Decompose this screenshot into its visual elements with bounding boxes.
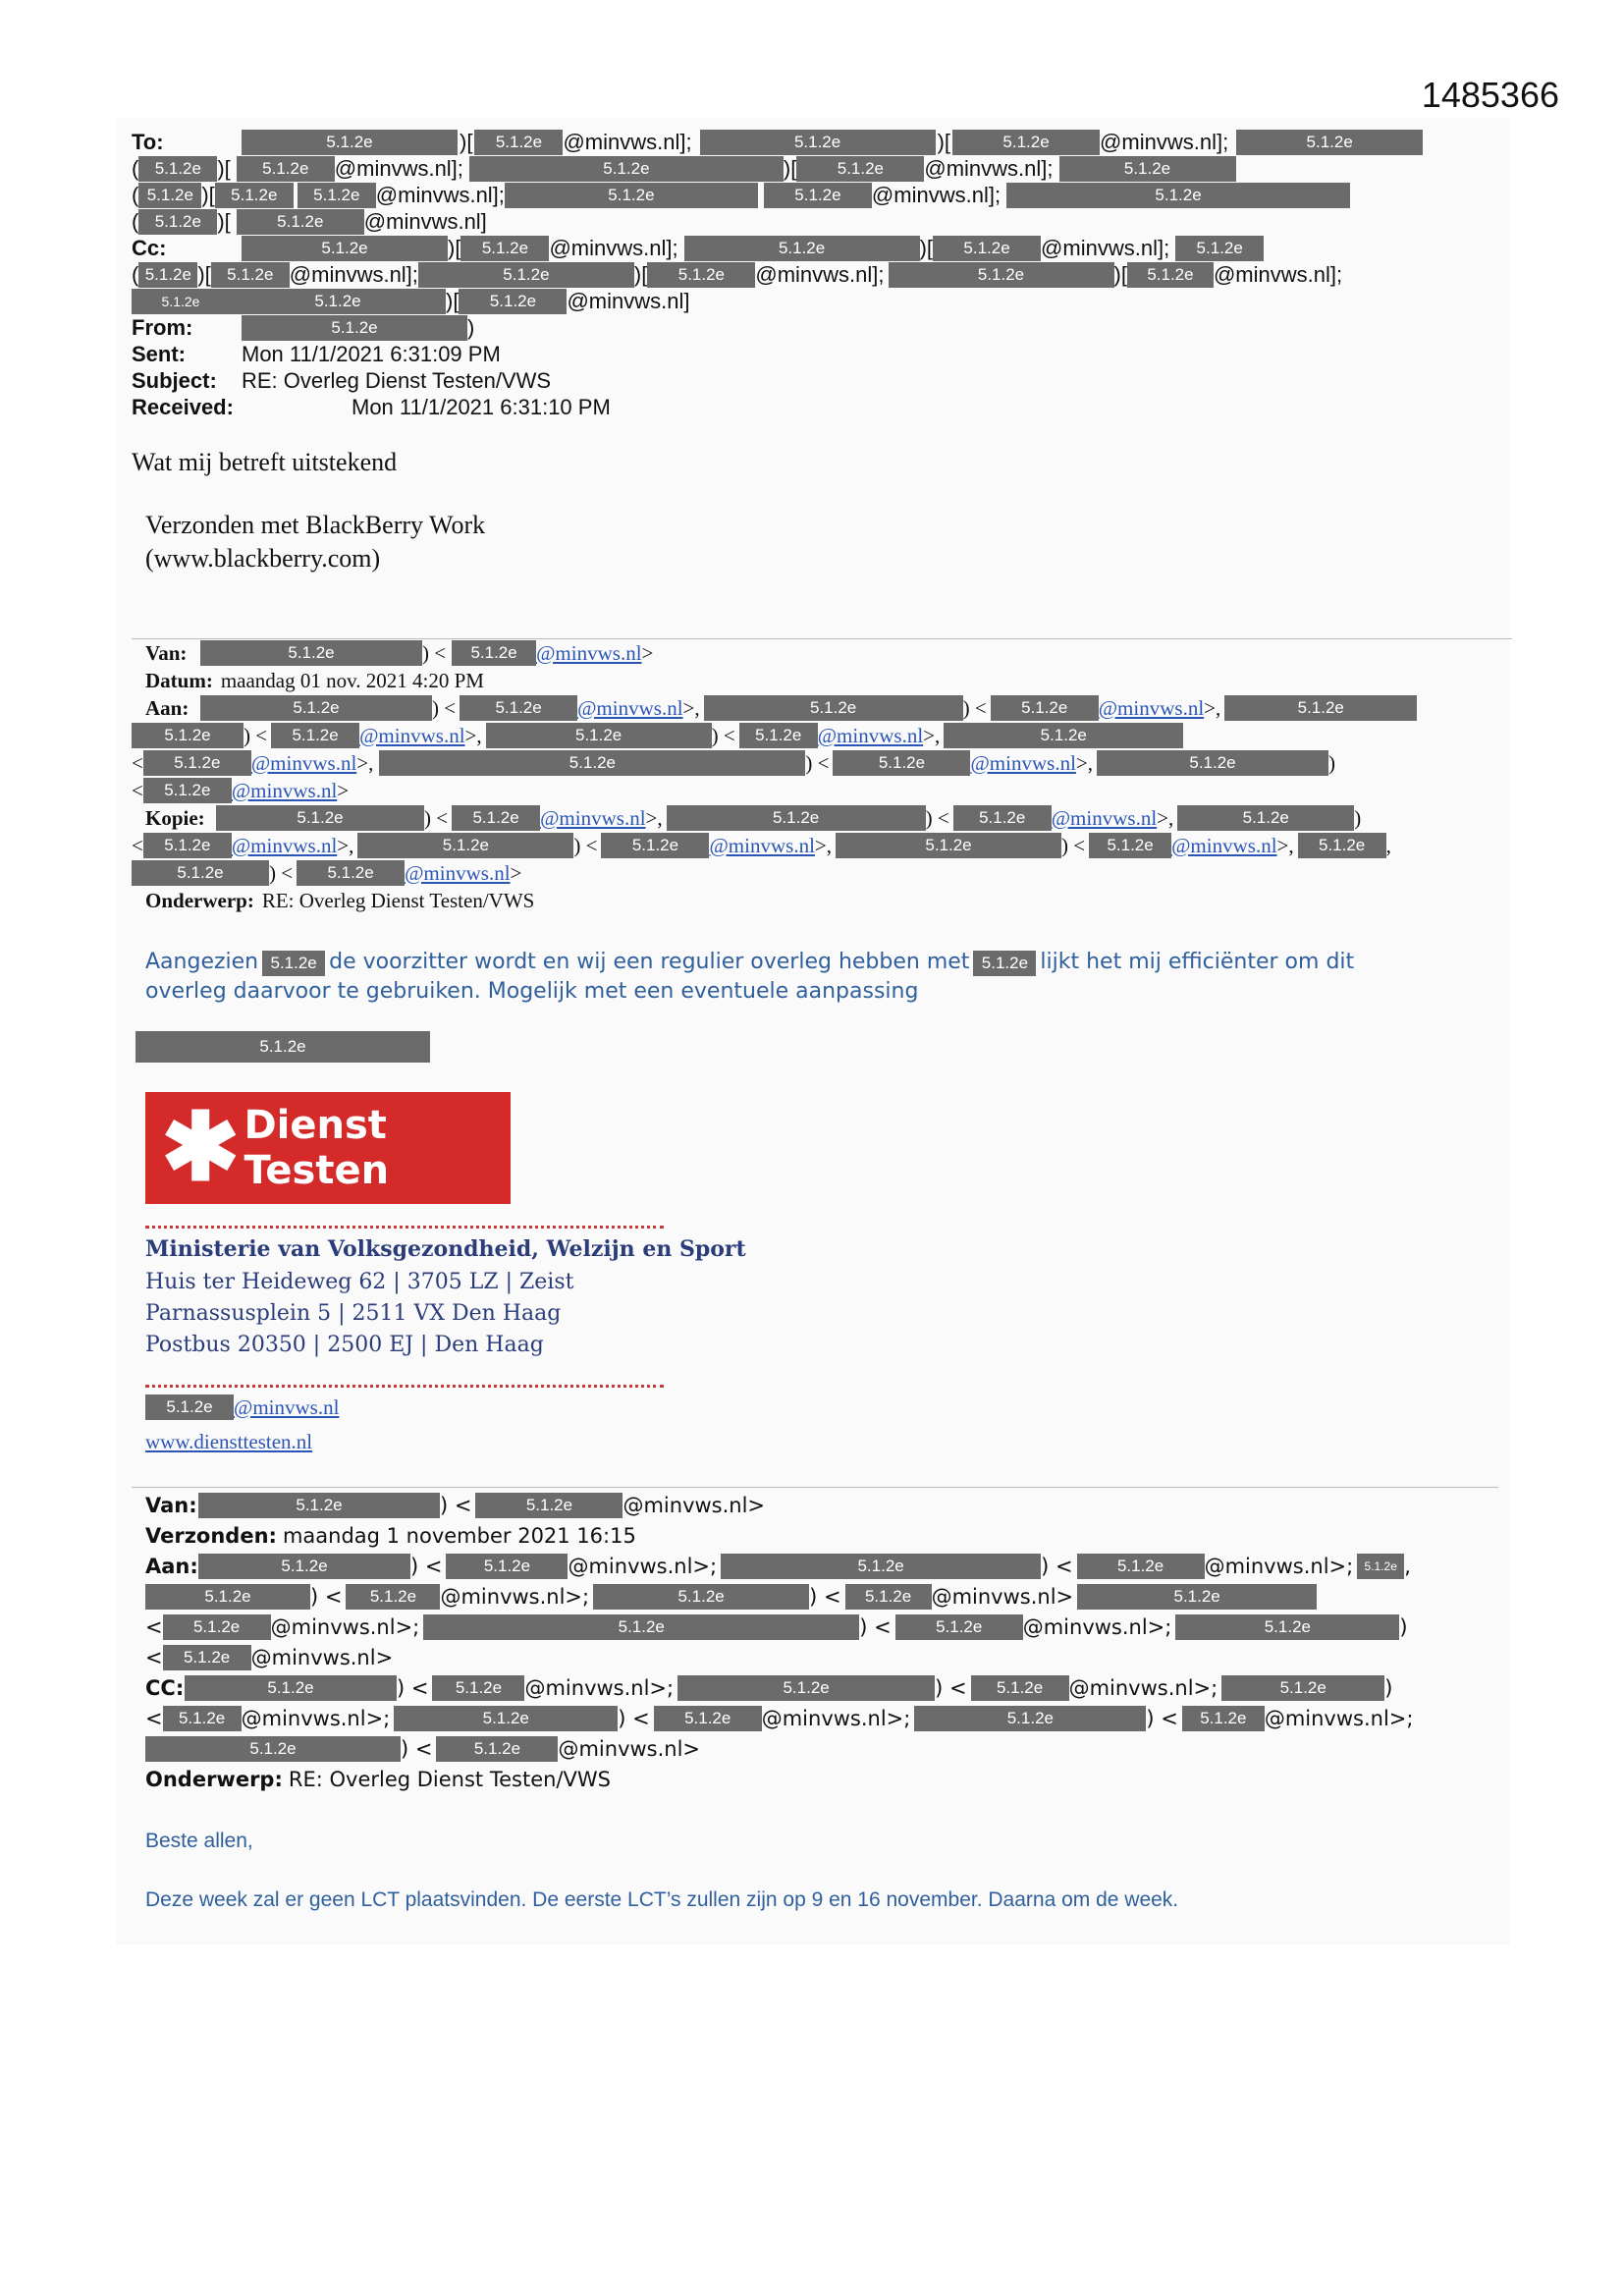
msg3-email-domain: @minvws.nl> (558, 1737, 701, 1761)
redaction: 5.1.2e (654, 1706, 762, 1731)
redaction: 5.1.2e (1221, 1675, 1384, 1701)
msg3-email-domain: @minvws.nl>; (1264, 1707, 1414, 1730)
msg3-subject-line (145, 1767, 611, 1792)
msg3-to-label: Aan: (145, 1555, 198, 1578)
redaction: 5.1.2e (1236, 130, 1423, 155)
redaction: 5.1.2e (1175, 236, 1264, 261)
msg2-to-label: Aan: (145, 695, 189, 720)
redaction: 5.1.2e (845, 1584, 932, 1610)
redaction: 5.1.2e (138, 209, 217, 235)
redaction: 5.1.2e (764, 183, 872, 208)
address-line-3: Postbus 20350 | 2500 EJ | Den Haag (145, 1333, 544, 1357)
email-link[interactable]: @minvws.nl (250, 750, 357, 775)
redaction: 5.1.2e (242, 315, 467, 341)
redaction: 5.1.2e (833, 750, 970, 776)
redaction: 5.1.2e (474, 130, 563, 155)
redaction: 5.1.2e (739, 723, 818, 748)
header-cc-line-2: ( 5.1.2e )[ 5.1.2e @minvws.nl]; 5.1.2e )[ 5.1.2e @minvws.nl]; 5.1.2e )[ 5.1.2e @minvws.nl]; (132, 262, 1343, 287)
msg2-to-line-4: < 5.1.2e @minvws.nl > (132, 778, 350, 802)
msg3-to-line-1: Aan: 5.1.2e ) < 5.1.2e @minvws.nl>; 5.1.2e ) < 5.1.2e @minvws.nl>; 5.1.2e , (145, 1555, 1411, 1578)
redaction: 5.1.2e (459, 289, 567, 314)
redaction: 5.1.2e (836, 833, 1061, 858)
redaction: 5.1.2e (143, 778, 232, 803)
email-link[interactable]: @minvws.nl (1098, 695, 1205, 720)
redaction: 5.1.2e (1177, 805, 1354, 831)
header-from-line: From: 5.1.2e ) (132, 315, 475, 340)
redaction: 5.1.2e (452, 805, 540, 831)
msg2-to-line-2: 5.1.2e ) < 5.1.2e @minvws.nl >, 5.1.2e ) < 5.1.2e @minvws.nl >, 5.1.2e (132, 723, 1183, 748)
dotted-divider (145, 1385, 664, 1388)
msg3-to-line-3: < 5.1.2e @minvws.nl>; 5.1.2e ) < 5.1.2e @minvws.nl>; 5.1.2e ) (145, 1615, 1408, 1639)
asterisk-logo-icon: ✱ (161, 1095, 241, 1200)
redaction: 5.1.2e (198, 1493, 440, 1518)
redaction: 5.1.2e (895, 1614, 1023, 1640)
msg2-cc-line-2: < 5.1.2e @minvws.nl >, 5.1.2e ) < 5.1.2e @minvws.nl >, 5.1.2e ) < 5.1.2e @minvws.nl >, 5.1.2e , (132, 833, 1391, 857)
redaction: 5.1.2e (1127, 262, 1214, 288)
received-label: Received: (132, 395, 234, 419)
email-domain: @minvws.nl]; (924, 156, 1054, 181)
email-link[interactable]: @minvws.nl (231, 833, 338, 857)
header-subject-line (132, 368, 551, 394)
msg3-subject-label: Onderwerp: (145, 1768, 283, 1791)
msg2-from-label: Van: (145, 640, 188, 665)
email-link[interactable]: @minvws.nl (709, 833, 815, 857)
msg3-greeting: Beste allen, (145, 1830, 253, 1852)
redaction: 5.1.2e (1357, 1554, 1404, 1579)
redaction: 5.1.2e (230, 289, 446, 314)
redaction: 5.1.2e (132, 289, 230, 314)
redaction: 5.1.2e (796, 156, 924, 182)
ministry-name: Ministerie van Volksgezondheid, Welzijn en Sport (145, 1236, 746, 1262)
msg3-from-label: Van: (145, 1494, 197, 1517)
subject-value: RE: Overleg Dienst Testen/VWS (242, 368, 552, 393)
email-domain: @minvws.nl] (363, 209, 487, 234)
email-link[interactable]: @minvws.nl (405, 860, 511, 885)
msg2-body-line-1 (145, 948, 1354, 977)
redaction: 5.1.2e (143, 833, 232, 858)
redaction: 5.1.2e (216, 805, 424, 831)
redaction: 5.1.2e (242, 236, 448, 261)
msg2-date-label: Datum: (145, 668, 213, 692)
redaction: 5.1.2e (1224, 695, 1417, 721)
redaction: 5.1.2e (346, 1584, 440, 1610)
redaction: 5.1.2e (211, 262, 290, 288)
signature-email-link[interactable]: @minvws.nl (234, 1394, 340, 1419)
redaction: 5.1.2e (432, 1675, 524, 1701)
signature-email-line (145, 1394, 339, 1420)
document-id: 1485366 (1421, 75, 1559, 115)
msg3-sent-line (145, 1523, 636, 1549)
redaction: 5.1.2e (418, 262, 634, 288)
email-domain: @minvws.nl]; (1100, 130, 1229, 154)
msg3-email-domain: @minvws.nl> (623, 1494, 766, 1517)
redaction: 5.1.2e (145, 1394, 234, 1420)
redaction: 5.1.2e (475, 1493, 623, 1518)
blackberry-signature-2: (www.blackberry.com) (145, 544, 381, 573)
email-link[interactable]: @minvws.nl (1171, 833, 1277, 857)
msg2-to-line-3: < 5.1.2e @minvws.nl >, 5.1.2e ) < 5.1.2e @minvws.nl >, 5.1.2e ) (132, 750, 1335, 775)
msg2-body-part: de voorzitter wordt en wij een regulier overleg hebben met (329, 950, 970, 974)
msg3-email-domain: @minvws.nl> (931, 1585, 1074, 1609)
redaction: 5.1.2e (704, 695, 963, 721)
redaction: 5.1.2e (593, 1584, 809, 1610)
redaction: 5.1.2e (138, 262, 197, 288)
redaction: 5.1.2e (1175, 1614, 1399, 1640)
email-domain: @minvws.nl]; (1041, 236, 1170, 260)
redaction: 5.1.2e (452, 640, 536, 666)
redaction: 5.1.2e (667, 805, 926, 831)
redaction: 5.1.2e (237, 156, 335, 182)
redaction: 5.1.2e (215, 183, 294, 208)
redaction: 5.1.2e (952, 130, 1100, 155)
redaction: 5.1.2e (163, 1645, 251, 1670)
msg3-email-domain: @minvws.nl>; (1068, 1676, 1218, 1700)
header-to-line-4: ( 5.1.2e )[ 5.1.2e @minvws.nl] (132, 209, 487, 234)
header-sent-line (132, 342, 501, 367)
email-domain: @minvws.nl] (567, 289, 690, 313)
redaction: 5.1.2e (944, 723, 1183, 748)
email-link[interactable]: @minvws.nl (817, 723, 924, 747)
email-domain: @minvws.nl]; (375, 183, 505, 207)
redaction: 5.1.2e (1077, 1554, 1205, 1579)
redaction: 5.1.2e (145, 1736, 401, 1762)
redaction: 5.1.2e (677, 1675, 935, 1701)
redaction: 5.1.2e (423, 1614, 859, 1640)
redaction: 5.1.2e (1182, 1706, 1265, 1731)
msg2-subject-line (145, 888, 534, 913)
msg3-email-domain: @minvws.nl>; (270, 1615, 420, 1639)
redaction: 5.1.2e (1089, 833, 1171, 858)
msg2-subject-value: RE: Overleg Dienst Testen/VWS (261, 888, 535, 912)
redaction: 5.1.2e (200, 640, 422, 666)
msg2-cc-label: Kopie: (145, 805, 205, 830)
header-cc-line-1: Cc: 5.1.2e )[ 5.1.2e @minvws.nl]; 5.1.2e )[ 5.1.2e @minvws.nl]; 5.1.2e (132, 236, 1264, 261)
email-domain: @minvws.nl]; (549, 236, 678, 260)
redaction: 5.1.2e (601, 833, 709, 858)
email-link[interactable]: @minvws.nl (1051, 805, 1158, 830)
msg3-subject-value: RE: Overleg Dienst Testen/VWS (288, 1768, 611, 1791)
redaction: 5.1.2e (271, 723, 359, 748)
redaction: 5.1.2e (647, 262, 755, 288)
msg2-subject-label: Onderwerp: (145, 888, 254, 912)
redaction: 5.1.2e (914, 1706, 1146, 1731)
msg3-to-line-2: 5.1.2e ) < 5.1.2e @minvws.nl>; 5.1.2e ) < 5.1.2e @minvws.nl> 5.1.2e (145, 1584, 1317, 1610)
redaction: 5.1.2e (379, 750, 805, 776)
redaction: 5.1.2e (1006, 183, 1350, 208)
header-received-line (132, 395, 611, 420)
msg3-from-line: Van: 5.1.2e ) < 5.1.2e @minvws.nl> (145, 1494, 766, 1517)
header-to-line-3: ( 5.1.2e )[ 5.1.2e 5.1.2e @minvws.nl]; 5.1.2e 5.1.2e @minvws.nl]; 5.1.2e (132, 183, 1350, 208)
redaction: 5.1.2e (394, 1706, 618, 1731)
redaction: 5.1.2e (132, 723, 244, 748)
body-text: Wat mij betreft uitstekend (132, 448, 398, 476)
email-domain: @minvws.nl]; (1213, 262, 1343, 287)
redaction: 5.1.2e (1298, 833, 1386, 858)
redaction: 5.1.2e (135, 1031, 430, 1063)
email-domain: @minvws.nl]; (334, 156, 463, 181)
redaction: 5.1.2e (991, 695, 1099, 721)
redaction: 5.1.2e (143, 750, 251, 776)
redaction: 5.1.2e (132, 860, 269, 886)
msg3-body: Deze week zal er geen LCT plaatsvinden. De eerste LCT’s zullen zijn op 9 en 16 november. Daarna om de week. (145, 1888, 1179, 1911)
dotted-divider (145, 1226, 664, 1229)
header-to-line-2: ( 5.1.2e )[ 5.1.2e @minvws.nl]; 5.1.2e )[ 5.1.2e @minvws.nl]; 5.1.2e (132, 156, 1236, 182)
subject-label: Subject: (132, 368, 217, 393)
msg3-email-domain: @minvws.nl> (250, 1646, 394, 1669)
redaction: 5.1.2e (198, 1554, 410, 1579)
msg3-email-domain: @minvws.nl>; (241, 1707, 391, 1730)
redaction: 5.1.2e (446, 1554, 568, 1579)
redaction: 5.1.2e (200, 695, 432, 721)
msg3-cc-line-2: < 5.1.2e @minvws.nl>; 5.1.2e ) < 5.1.2e @minvws.nl>; 5.1.2e ) < 5.1.2e @minvws.nl>; (145, 1707, 1414, 1730)
msg2-to-line-1: Aan: 5.1.2e ) < 5.1.2e @minvws.nl >, 5.1.2e ) < 5.1.2e @minvws.nl >, 5.1.2e (145, 695, 1417, 721)
separator (132, 1487, 1498, 1488)
redaction: 5.1.2e (971, 1675, 1069, 1701)
cc-label: Cc: (132, 236, 167, 260)
msg3-email-domain: @minvws.nl>; (568, 1555, 718, 1578)
redaction: 5.1.2e (486, 723, 712, 748)
redaction: 5.1.2e (933, 236, 1041, 261)
website-link[interactable]: www.diensttesten.nl (145, 1430, 313, 1453)
msg3-cc-line-3: 5.1.2e ) < 5.1.2e @minvws.nl> (145, 1736, 700, 1762)
msg3-email-domain: @minvws.nl>; (524, 1676, 675, 1700)
msg3-email-domain: @minvws.nl>; (761, 1707, 911, 1730)
redaction: 5.1.2e (469, 156, 784, 182)
msg2-cc-line-1: Kopie: 5.1.2e ) < 5.1.2e @minvws.nl >, 5.1.2e ) < 5.1.2e @minvws.nl >, 5.1.2e ) (145, 805, 1362, 830)
redaction: 5.1.2e (138, 156, 217, 182)
header-to-line-1: To: 5.1.2e )[ 5.1.2e @minvws.nl]; 5.1.2e )[ 5.1.2e @minvws.nl]; 5.1.2e (132, 130, 1423, 155)
address-line-2: Parnassusplein 5 | 2511 VX Den Haag (145, 1301, 562, 1326)
redaction: 5.1.2e (505, 183, 758, 208)
sent-label: Sent: (132, 342, 186, 366)
to-label: To: (132, 130, 164, 154)
redaction: 5.1.2e (721, 1554, 1041, 1579)
redaction: 5.1.2e (1077, 1584, 1317, 1610)
email-domain: @minvws.nl]; (871, 183, 1001, 207)
msg2-date-line (145, 668, 484, 693)
msg3-to-line-4: < 5.1.2e @minvws.nl> (145, 1646, 394, 1669)
email-domain: @minvws.nl]; (563, 130, 692, 154)
redaction: 5.1.2e (684, 236, 920, 261)
redaction: 5.1.2e (242, 130, 458, 155)
redaction: 5.1.2e (163, 1614, 271, 1640)
logo-text: Dienst Testen (244, 1103, 390, 1193)
redaction: 5.1.2e (297, 860, 405, 886)
from-label: From: (132, 315, 193, 340)
separator (132, 638, 1512, 639)
msg3-sent-value: maandag 1 november 2021 16:15 (282, 1524, 636, 1548)
msg3-cc-line-1: CC: 5.1.2e ) < 5.1.2e @minvws.nl>; 5.1.2e ) < 5.1.2e @minvws.nl>; 5.1.2e ) (145, 1676, 1393, 1700)
msg2-body-part: lijkt het mij efficiënter om dit (1040, 950, 1355, 974)
msg3-email-domain: @minvws.nl>; (440, 1585, 590, 1609)
redaction: 5.1.2e (237, 209, 364, 235)
redaction: 5.1.2e (953, 805, 1052, 831)
email-link[interactable]: @minvws.nl (231, 778, 338, 802)
redaction: 5.1.2e (460, 695, 577, 721)
msg2-body-part: Aangezien (145, 950, 259, 974)
redaction: 5.1.2e (298, 183, 376, 208)
redaction: 5.1.2e (262, 951, 325, 976)
redaction: 5.1.2e (436, 1736, 558, 1762)
dienst-testen-logo (145, 1092, 511, 1204)
redaction: 5.1.2e (700, 130, 936, 155)
redaction: 5.1.2e (138, 183, 201, 208)
redaction: 5.1.2e (1059, 156, 1236, 182)
email-link[interactable]: @minvws.nl (359, 723, 465, 747)
header-cc-line-3: 5.1.2e 5.1.2e )[ 5.1.2e @minvws.nl] (132, 289, 689, 314)
email-link[interactable]: @minvws.nl (536, 640, 642, 665)
msg3-sent-label: Verzonden: (145, 1524, 277, 1548)
msg2-from-line: Van: 5.1.2e ) < 5.1.2e @minvws.nl > (145, 640, 654, 665)
redaction: 5.1.2e (973, 951, 1036, 976)
msg3-email-domain: @minvws.nl>; (1204, 1555, 1354, 1578)
msg3-email-domain: @minvws.nl>; (1022, 1615, 1172, 1639)
received-value: Mon 11/1/2021 6:31:10 PM (352, 395, 611, 419)
redaction: 5.1.2e (185, 1675, 397, 1701)
msg3-cc-label: CC: (145, 1676, 185, 1700)
email-domain: @minvws.nl]; (755, 262, 885, 287)
msg2-date-value: maandag 01 nov. 2021 4:20 PM (220, 668, 484, 692)
msg2-cc-line-3: 5.1.2e ) < 5.1.2e @minvws.nl > (132, 860, 521, 886)
email-domain: @minvws.nl]; (289, 262, 418, 287)
redaction: 5.1.2e (145, 1584, 310, 1610)
signature-name-redaction (135, 1031, 430, 1063)
email-link[interactable]: @minvws.nl (540, 805, 646, 830)
redaction: 5.1.2e (163, 1706, 242, 1731)
redaction: 5.1.2e (357, 833, 573, 858)
address-line-1: Huis ter Heideweg 62 | 3705 LZ | Zeist (145, 1270, 574, 1294)
blackberry-signature-1: Verzonden met BlackBerry Work (145, 511, 486, 539)
redaction: 5.1.2e (889, 262, 1114, 288)
sent-value: Mon 11/1/2021 6:31:09 PM (242, 342, 501, 366)
email-link[interactable]: @minvws.nl (577, 695, 683, 720)
redaction: 5.1.2e (1097, 750, 1328, 776)
msg2-body-line-2: overleg daarvoor te gebruiken. Mogelijk met een eventuele aanpassing (145, 979, 919, 1004)
email-link[interactable]: @minvws.nl (970, 750, 1076, 775)
redaction: 5.1.2e (460, 236, 549, 261)
